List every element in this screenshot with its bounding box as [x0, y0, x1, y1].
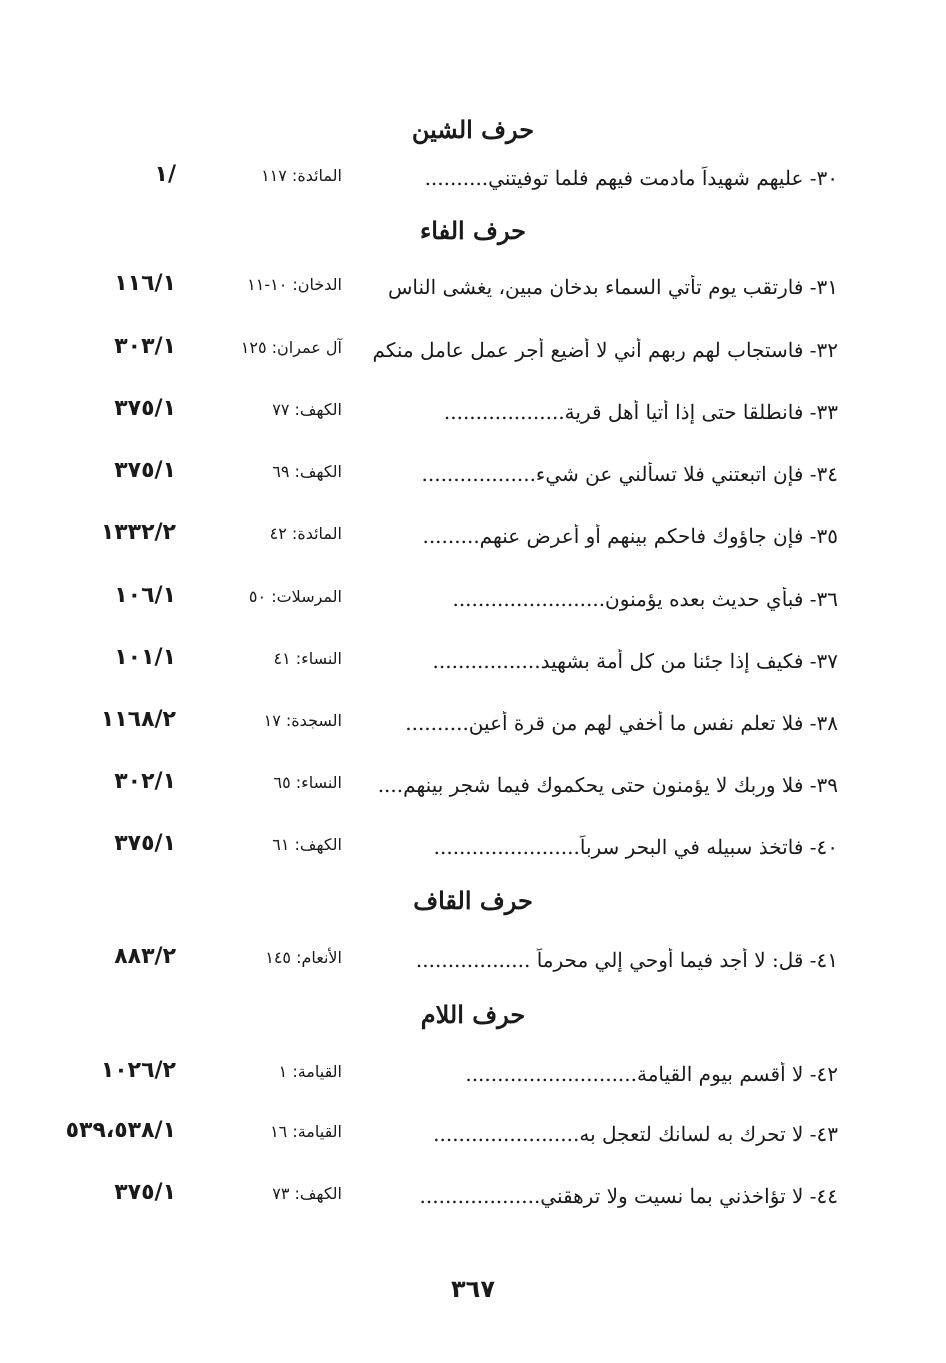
page-reference: ٣٧٥/١ [114, 831, 176, 856]
index-entry [0, 520, 946, 564]
index-entry [0, 1118, 946, 1162]
surah-reference: السجدة: ١٧ [263, 711, 342, 730]
surah-reference: النساء: ٤١ [273, 649, 342, 668]
verse-text: ٤٢- لا أقسم بيوم القيامة........................... [465, 1062, 838, 1086]
verse-text: ٣٢- فاستجاب لهم ربهم أني لا أضيع أجر عمل عامل منكم [372, 338, 838, 362]
surah-reference: الكهف: ٦١ [272, 835, 342, 854]
section-heading-lam: حرف اللام [420, 1000, 526, 1029]
index-entry [0, 334, 946, 378]
verse-text: ٣١- فارتقب يوم تأتي السماء بدخان مبين، يغشى الناس [387, 275, 838, 299]
surah-reference: الأنعام: ١٤٥ [265, 948, 342, 967]
page-reference: ٣٧٥/١ [114, 396, 176, 421]
page-reference: ١٠٦/١ [114, 583, 176, 608]
index-entry [0, 1180, 946, 1224]
page-reference: ٣٧٥/١ [114, 458, 176, 483]
surah-reference: الكهف: ٧٣ [272, 1184, 342, 1203]
surah-reference: الدخان: ١٠-١١ [247, 275, 342, 294]
page-reference: ٥٣٩،٥٣٨/١ [65, 1118, 176, 1143]
verse-text: ٤٣- لا تحرك به لسانك لتعجل به....................... [433, 1122, 838, 1146]
page-reference: ١٠٢٦/٢ [100, 1058, 176, 1083]
surah-reference: القيامة: ١٦ [270, 1122, 342, 1141]
page-reference: ١١٦٨/٢ [100, 707, 176, 732]
verse-text: ٤٤- لا تؤاخذني بما نسيت ولا ترهقني................... [419, 1184, 838, 1208]
page-number: ٣٦٧ [451, 1275, 495, 1303]
page-reference: ٣٧٥/١ [114, 1180, 176, 1205]
page-reference: ١٣٣٢/٢ [100, 520, 176, 545]
verse-text: ٣٤- فإن اتبعتني فلا تسألني عن شيء.................. [421, 462, 838, 486]
verse-text: ٣٠- عليهم شهيداً مادمت فيهم فلما توفيتني.......... [424, 166, 838, 190]
index-entry [0, 396, 946, 440]
surah-reference: القيامة: ١ [278, 1062, 342, 1081]
verse-text: ٣٩- فلا وربك لا يؤمنون حتى يحكموك فيما شجر بينهم.... [377, 773, 838, 797]
verse-text: ٣٧- فكيف إذا جئنا من كل أمة بشهيد................. [432, 649, 838, 673]
section-heading-faa: حرف الفاء [419, 216, 527, 245]
page-reference: ١١٦/١ [114, 271, 176, 296]
surah-reference: المرسلات: ٥٠ [248, 587, 342, 606]
index-entry [0, 458, 946, 502]
surah-reference: الكهف: ٧٧ [272, 400, 342, 419]
surah-reference: المائدة: ١١٧ [261, 166, 342, 185]
page-reference: ٨٨٣/٢ [114, 944, 176, 969]
surah-reference: المائدة: ٤٢ [269, 524, 342, 543]
index-entry [0, 831, 946, 875]
page-reference: ١٠١/١ [114, 645, 176, 670]
section-heading-sheen: حرف الشين [411, 115, 535, 144]
index-entry [0, 769, 946, 813]
page-reference: ٣٠٣/١ [114, 334, 176, 359]
verse-text: ٣٥- فإن جاؤوك فاحكم بينهم أو أعرض عنهم......... [422, 524, 838, 548]
verse-text: ٤١- قل: لا أجد فيما أوحي إلي محرماً .................. [415, 948, 838, 972]
index-entry [0, 162, 946, 206]
section-heading-qaf: حرف القاف [413, 886, 533, 915]
surah-reference: الكهف: ٦٩ [272, 462, 342, 481]
index-entry [0, 707, 946, 751]
index-entry [0, 1058, 946, 1102]
verse-text: ٣٦- فبأي حديث بعده يؤمنون........................ [452, 587, 838, 611]
index-entry [0, 583, 946, 627]
verse-text: ٤٠- فاتخذ سبيله في البحر سرباً....................... [433, 835, 838, 859]
index-entry [0, 944, 946, 988]
page-reference: ٣٠٢/١ [114, 769, 176, 794]
index-entry [0, 271, 946, 315]
verse-text: ٣٨- فلا تعلم نفس ما أخفي لهم من قرة أعين.......... [405, 711, 838, 735]
index-entry [0, 645, 946, 689]
surah-reference: آل عمران: ١٢٥ [240, 338, 342, 357]
surah-reference: النساء: ٦٥ [273, 773, 342, 792]
verse-text: ٣٣- فانطلقا حتى إذا أتيا أهل قرية................... [443, 400, 838, 424]
page-reference: /١ [154, 162, 176, 187]
